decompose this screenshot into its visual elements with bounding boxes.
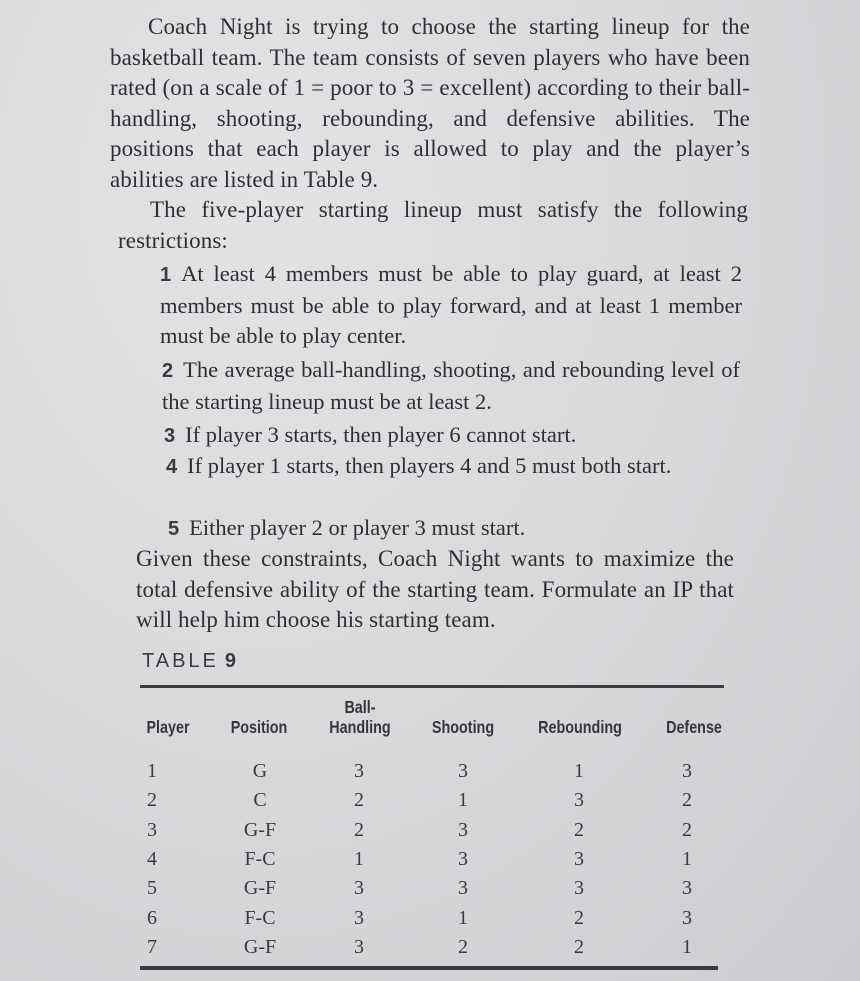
- cell-position: F-C: [244, 906, 276, 929]
- table-caption-label: TABLE: [142, 650, 219, 672]
- restriction-text: The average ball-handling, shooting, and rebounding level of the starting lineup must be at least 2.: [162, 357, 740, 414]
- cell-ball: 3: [354, 877, 364, 900]
- cell-player: 5: [147, 877, 157, 900]
- header-ball-handling-line2: Handling: [329, 717, 391, 737]
- cell-ball: 3: [354, 760, 364, 782]
- cell-rebounding: 3: [574, 877, 584, 900]
- header-rebounding: Rebounding: [538, 717, 622, 737]
- objective-paragraph: Given these constraints, Coach Night wants to maximize the total defensive ability of the starting team. Formulate an IP that will help him choose his starting team.: [136, 546, 734, 632]
- cell-defense: 3: [682, 760, 692, 782]
- restriction-item: [164, 420, 739, 452]
- cell-defense: 2: [682, 789, 692, 812]
- restriction-number: 4: [166, 456, 178, 478]
- cell-player: 4: [147, 847, 157, 870]
- cell-shooting: 1: [458, 789, 468, 812]
- header-shooting: Shooting: [431, 717, 495, 737]
- cell-position: G: [252, 760, 268, 782]
- cell-defense: 1: [682, 935, 692, 958]
- cell-rebounding: 1: [574, 760, 584, 782]
- cell-rebounding: 3: [574, 847, 584, 870]
- cell-player: 7: [147, 935, 157, 958]
- restriction-item: [160, 259, 742, 352]
- restrictions-intro: The five-player starting lineup must satisfy the following restrictions:: [118, 197, 748, 253]
- header-defense: Defense: [666, 717, 722, 737]
- cell-ball: 3: [354, 906, 364, 929]
- cell-rebounding: 2: [574, 935, 584, 958]
- table-caption: [142, 650, 236, 673]
- table-top-rule: [140, 685, 724, 688]
- restriction-text: Either player 2 or player 3 must start.: [189, 515, 526, 540]
- cell-rebounding: 2: [574, 906, 584, 929]
- intro-paragraph: Coach Night is trying to choose the starting lineup for the basketball team. The team consists of seven players who have been rated (on a scale of 1 = poor to 3 = excellent) according to their ball-handling, shooting, rebounding, and defensive abilities. The positions that each player is allowed to play and the player’s abilities are listed in Table 9.: [110, 14, 750, 192]
- cell-player: 2: [147, 789, 157, 812]
- cell-defense: 3: [682, 877, 692, 900]
- restriction-text: If player 3 starts, then player 6 cannot start.: [185, 422, 577, 447]
- cell-player: 3: [147, 818, 157, 841]
- cell-shooting: 3: [458, 818, 468, 841]
- cell-defense: 3: [682, 906, 692, 929]
- cell-player: 1: [147, 760, 157, 782]
- cell-position: F-C: [244, 847, 276, 870]
- cell-position: C: [253, 789, 267, 812]
- cell-ball: 2: [354, 818, 364, 841]
- cell-shooting: 1: [458, 906, 468, 929]
- restriction-number: 1: [160, 264, 172, 286]
- cell-shooting: 2: [458, 935, 468, 958]
- restriction-item: [168, 513, 733, 545]
- cell-ball: 1: [354, 847, 364, 870]
- restriction-text: If player 1 starts, then players 4 and 5 must both start.: [187, 453, 672, 478]
- header-ball-handling-line1: Ball-: [344, 697, 376, 717]
- table-bottom-rule: [140, 966, 718, 970]
- restriction-text: At least 4 members must be able to play guard, at least 2 members must be able to play forward, and at least 1 member must be able to play center.: [160, 261, 742, 348]
- cell-shooting: 3: [458, 760, 468, 782]
- table-caption-number: 9: [224, 650, 236, 672]
- cell-position: G-F: [243, 935, 277, 958]
- cell-ball: 3: [354, 935, 364, 958]
- cell-shooting: 3: [458, 847, 468, 870]
- cell-position: G-F: [243, 877, 277, 900]
- cell-rebounding: 2: [574, 818, 584, 841]
- cell-defense: 1: [682, 847, 692, 870]
- restriction-number: 3: [164, 425, 176, 447]
- restriction-item: [162, 355, 740, 417]
- restriction-number: 5: [168, 518, 180, 540]
- cell-shooting: 3: [458, 877, 468, 900]
- restriction-number: 2: [162, 360, 174, 382]
- cell-position: G-F: [243, 818, 277, 841]
- cell-defense: 2: [682, 818, 692, 841]
- header-position: Position: [230, 717, 288, 737]
- header-player: Player: [146, 717, 190, 737]
- cell-ball: 2: [354, 789, 364, 812]
- cell-rebounding: 3: [574, 789, 584, 812]
- restriction-item: [166, 451, 738, 483]
- cell-player: 6: [147, 906, 157, 929]
